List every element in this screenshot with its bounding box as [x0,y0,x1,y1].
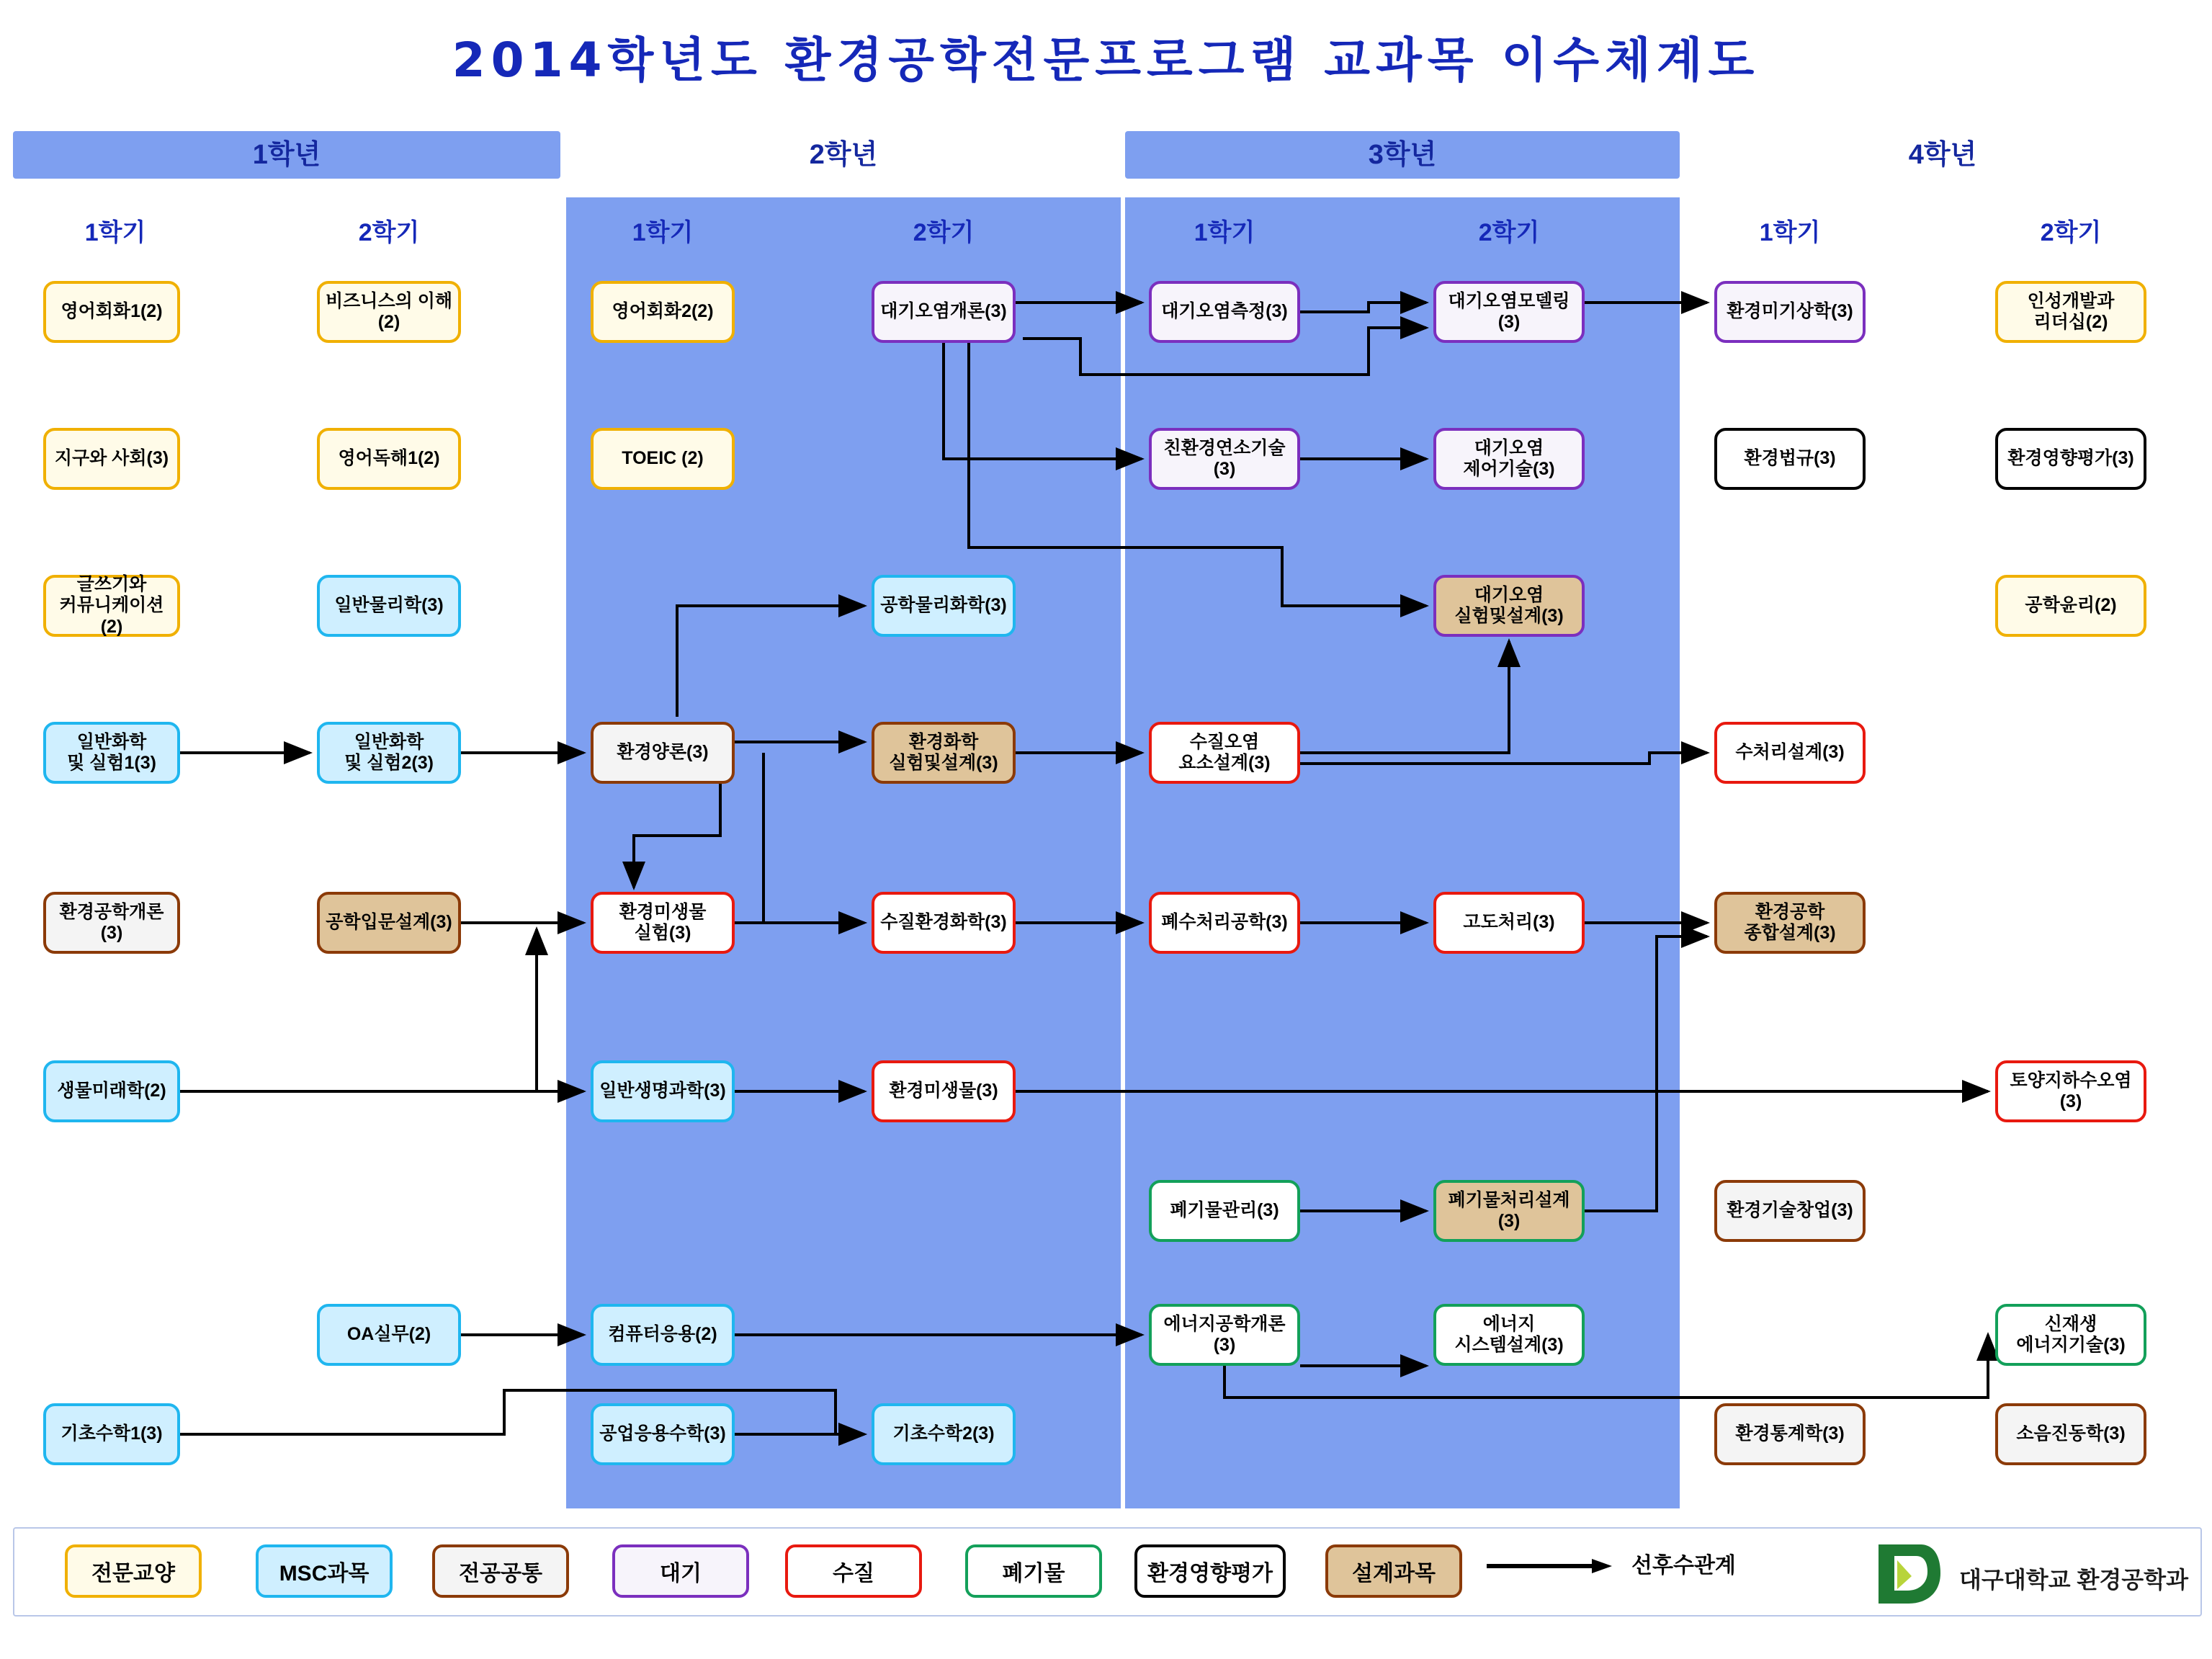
legend-item: 대기 [612,1544,749,1598]
course-box[interactable]: 대기오염 실험및설계(3) [1433,575,1585,637]
course-box[interactable]: 일반생명과학(3) [591,1060,735,1122]
course-box[interactable]: 일반물리학(3) [317,575,461,637]
course-box[interactable]: 환경기술창업(3) [1714,1180,1866,1242]
semester-header-1-1: 1학기 [84,219,146,246]
course-box[interactable]: 폐기물관리(3) [1149,1180,1300,1242]
legend-item: 전공공통 [432,1544,569,1598]
course-box[interactable]: TOEIC (2) [591,428,735,490]
course-box[interactable]: 지구와 사회(3) [43,428,180,490]
university-logo-icon [1866,1539,1945,1608]
course-box[interactable]: 환경화학 실험및설계(3) [872,722,1016,784]
course-box[interactable]: 토양지하수오염 (3) [1995,1060,2146,1122]
legend-item: 설계과목 [1325,1544,1462,1598]
year-header-2: 2학년 [809,140,878,170]
course-box[interactable]: 기초수학1(3) [43,1403,180,1465]
course-box[interactable]: 수질오염 요소설계(3) [1149,722,1300,784]
course-box[interactable]: 소음진동학(3) [1995,1403,2146,1465]
legend-arrow-label: 선후수관계 [1631,1554,1736,1578]
legend-item: 환경영향평가 [1134,1544,1286,1598]
course-box[interactable]: 수처리설계(3) [1714,722,1866,784]
course-box[interactable]: 친환경연소기술 (3) [1149,428,1300,490]
semester-header-2-1: 1학기 [632,219,694,246]
page-title: 2014학년도 환경공학전문프로그램 교과목 이수체계도 [452,32,1760,88]
course-box[interactable]: 일반화학 및 실험2(3) [317,722,461,784]
course-box[interactable]: 대기오염측정(3) [1149,281,1300,343]
course-box[interactable]: 환경공학개론(3) [43,892,180,954]
semester-header-3-1: 1학기 [1194,219,1255,246]
year-header-3: 3학년 [1125,131,1680,179]
course-box[interactable]: 영어회화2(2) [591,281,735,343]
semester-header-4-1: 1학기 [1759,219,1821,246]
course-box[interactable]: 환경공학 종합설계(3) [1714,892,1866,954]
year-header-1: 1학년 [13,131,560,179]
course-box[interactable]: 환경미생물 실험(3) [591,892,735,954]
course-box[interactable]: 대기오염개론(3) [872,281,1016,343]
course-box[interactable]: 환경미기상학(3) [1714,281,1866,343]
course-box[interactable]: 환경통계학(3) [1714,1403,1866,1465]
course-box[interactable]: 공학윤리(2) [1995,575,2146,637]
course-box[interactable]: 폐수처리공학(3) [1149,892,1300,954]
course-box[interactable]: 환경법규(3) [1714,428,1866,490]
semester-header-1-2: 2학기 [358,219,420,246]
course-box[interactable]: 에너지 시스템설계(3) [1433,1304,1585,1366]
legend-item: 수질 [785,1544,922,1598]
semester-header-4-2: 2학기 [2040,219,2102,246]
course-box[interactable]: 대기오염 제어기술(3) [1433,428,1585,490]
legend-item: MSC과목 [256,1544,393,1598]
course-box[interactable]: 일반화학 및 실험1(3) [43,722,180,784]
legend-arrow-icon [1484,1549,1628,1585]
legend-item: 전문교양 [65,1544,202,1598]
course-box[interactable]: 인성개발과 리더십(2) [1995,281,2146,343]
course-box[interactable]: 폐기물처리설계 (3) [1433,1180,1585,1242]
legend-panel [13,1527,2202,1616]
course-box[interactable]: 수질환경화학(3) [872,892,1016,954]
course-box[interactable]: 영어회화1(2) [43,281,180,343]
course-box[interactable]: 글쓰기와 커뮤니케이션(2) [43,575,180,637]
course-box[interactable]: 환경양론(3) [591,722,735,784]
course-box[interactable]: 생물미래학(2) [43,1060,180,1122]
course-box[interactable]: 영어독해1(2) [317,428,461,490]
course-box[interactable]: 에너지공학개론 (3) [1149,1304,1300,1366]
course-box[interactable]: 컴퓨터응용(2) [591,1304,735,1366]
course-box[interactable]: 비즈니스의 이해 (2) [317,281,461,343]
year-header-4: 4학년 [1908,140,1977,170]
course-box[interactable]: 공업응용수학(3) [591,1403,735,1465]
course-box[interactable]: 환경미생물(3) [872,1060,1016,1122]
course-box[interactable]: 대기오염모델링 (3) [1433,281,1585,343]
course-box[interactable]: 기초수학2(3) [872,1403,1016,1465]
course-box[interactable]: 환경영향평가(3) [1995,428,2146,490]
semester-header-2-2: 2학기 [913,219,975,246]
course-box[interactable]: OA실무(2) [317,1304,461,1366]
course-box[interactable]: 공학물리화학(3) [872,575,1016,637]
university-label: 대구대학교 환경공학과 [1959,1567,2189,1593]
legend-item: 폐기물 [965,1544,1102,1598]
course-box[interactable]: 공학입문설계(3) [317,892,461,954]
semester-header-3-2: 2학기 [1478,219,1540,246]
course-box[interactable]: 신재생 에너지기술(3) [1995,1304,2146,1366]
course-box[interactable]: 고도처리(3) [1433,892,1585,954]
